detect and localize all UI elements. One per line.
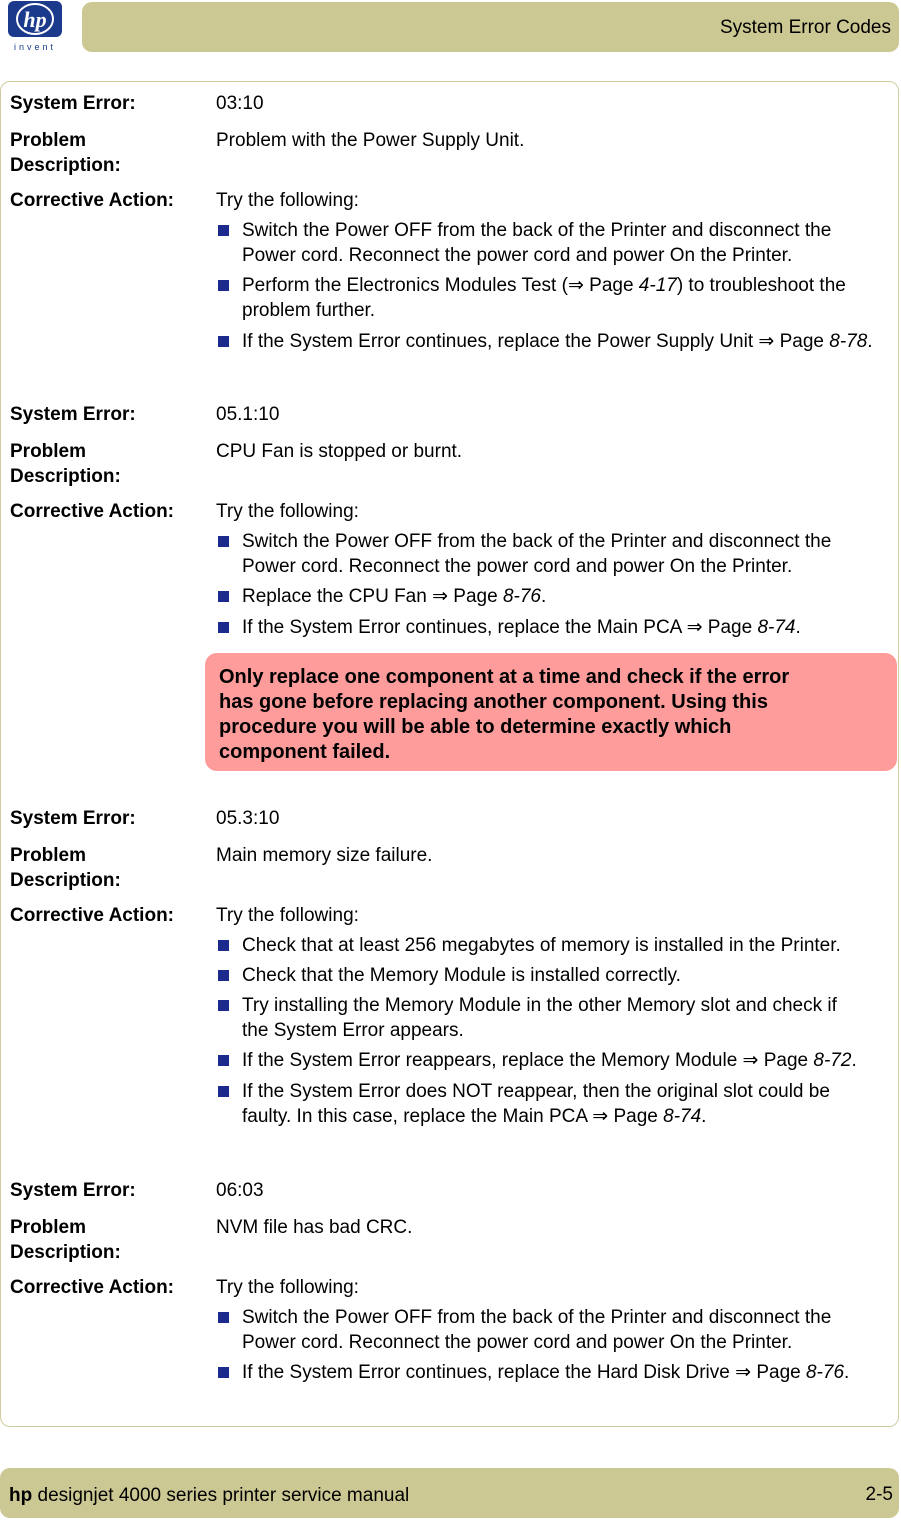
hp-logo xyxy=(2,0,68,52)
bullet-icon xyxy=(218,1055,229,1066)
error-code: 03:10 xyxy=(216,93,264,114)
bullet-icon xyxy=(218,1086,229,1097)
svg-text:hp: hp xyxy=(23,7,47,32)
problem-description: Main memory size failure. xyxy=(216,845,433,866)
bullet-icon xyxy=(218,970,229,981)
page-title: System Error Codes xyxy=(719,17,891,38)
problem-label: Problem xyxy=(10,441,87,462)
bullet-icon xyxy=(218,225,229,236)
bullet-icon xyxy=(218,280,229,291)
list-item: If the System Error reappears, replace the Memory Module ⇒ Page 8-72. xyxy=(242,1050,857,1071)
list-item: Switch the Power OFF from the back of the Printer and disconnect the Power cord. Reconnect the power cord and power On the Printer. xyxy=(242,1307,832,1353)
list-item: If the System Error continues, replace the Hard Disk Drive ⇒ Page 8-76. xyxy=(242,1362,850,1383)
list-item: If the System Error continues, replace the Power Supply Unit ⇒ Page 8-78. xyxy=(242,331,873,352)
corrective-intro: Try the following: xyxy=(216,190,359,211)
list-item: Perform the Electronics Modules Test (⇒ Page 4-17) to troubleshoot the problem further. xyxy=(242,275,846,321)
list-item: Switch the Power OFF from the back of the Printer and disconnect the Power cord. Reconnect the power cord and power On the Printer. xyxy=(242,220,832,266)
problem-label: Problem xyxy=(10,845,87,866)
footer-manual-title: hp designjet 4000 series printer service manual xyxy=(9,1485,410,1506)
list-item: Check that the Memory Module is installed correctly. xyxy=(242,965,681,986)
corrective-action-label: Corrective Action: xyxy=(10,905,174,926)
system-error-label: System Error: xyxy=(10,93,136,114)
list-item: If the System Error does NOT reappear, then the original slot could be faulty. In this case, replace the Main PCA ⇒ Page 8-74. xyxy=(242,1081,830,1127)
error-code: 05.3:10 xyxy=(216,808,280,829)
bullet-icon xyxy=(218,940,229,951)
corrective-action-label: Corrective Action: xyxy=(10,190,174,211)
content-panel xyxy=(0,81,899,1427)
list-item: Check that at least 256 megabytes of memory is installed in the Printer. xyxy=(242,935,841,956)
page-number: 2-5 xyxy=(865,1484,893,1505)
problem-description: CPU Fan is stopped or burnt. xyxy=(216,441,463,462)
bullet-icon xyxy=(218,591,229,602)
corrective-action-label: Corrective Action: xyxy=(10,501,174,522)
header-bar xyxy=(82,2,899,52)
corrective-intro: Try the following: xyxy=(216,905,359,926)
error-code: 05.1:10 xyxy=(216,404,280,425)
description-label: Description: xyxy=(10,155,121,176)
corrective-action-label: Corrective Action: xyxy=(10,1277,174,1298)
problem-label: Problem xyxy=(10,130,87,151)
list-item: Switch the Power OFF from the back of the Printer and disconnect the Power cord. Reconnect the power cord and power On the Printer. xyxy=(242,531,832,577)
problem-description: Problem with the Power Supply Unit. xyxy=(216,130,525,151)
bullet-icon xyxy=(218,336,229,347)
description-label: Description: xyxy=(10,466,121,487)
bullet-icon xyxy=(218,536,229,547)
warning-note: Only replace one component at a time and check if the error has gone before replacing another component. Using this procedure you will be able to determine exactly which component failed. xyxy=(205,653,897,771)
corrective-intro: Try the following: xyxy=(216,1277,359,1298)
description-label: Description: xyxy=(10,870,121,891)
error-code: 06:03 xyxy=(216,1180,264,1201)
system-error-label: System Error: xyxy=(10,808,136,829)
footer-bar xyxy=(0,1468,899,1518)
list-item: If the System Error continues, replace the Main PCA ⇒ Page 8-74. xyxy=(242,617,801,638)
description-label: Description: xyxy=(10,1242,121,1263)
system-error-label: System Error: xyxy=(10,404,136,425)
problem-label: Problem xyxy=(10,1217,87,1238)
list-item: Try installing the Memory Module in the other Memory slot and check if the System Error appears. xyxy=(242,995,837,1041)
bullet-icon xyxy=(218,1367,229,1378)
svg-text:invent: invent xyxy=(13,42,57,52)
bullet-icon xyxy=(218,1000,229,1011)
problem-description: NVM file has bad CRC. xyxy=(216,1217,413,1238)
bullet-icon xyxy=(218,1312,229,1323)
list-item: Replace the CPU Fan ⇒ Page 8-76. xyxy=(242,586,547,607)
system-error-label: System Error: xyxy=(10,1180,136,1201)
bullet-icon xyxy=(218,622,229,633)
corrective-intro: Try the following: xyxy=(216,501,359,522)
